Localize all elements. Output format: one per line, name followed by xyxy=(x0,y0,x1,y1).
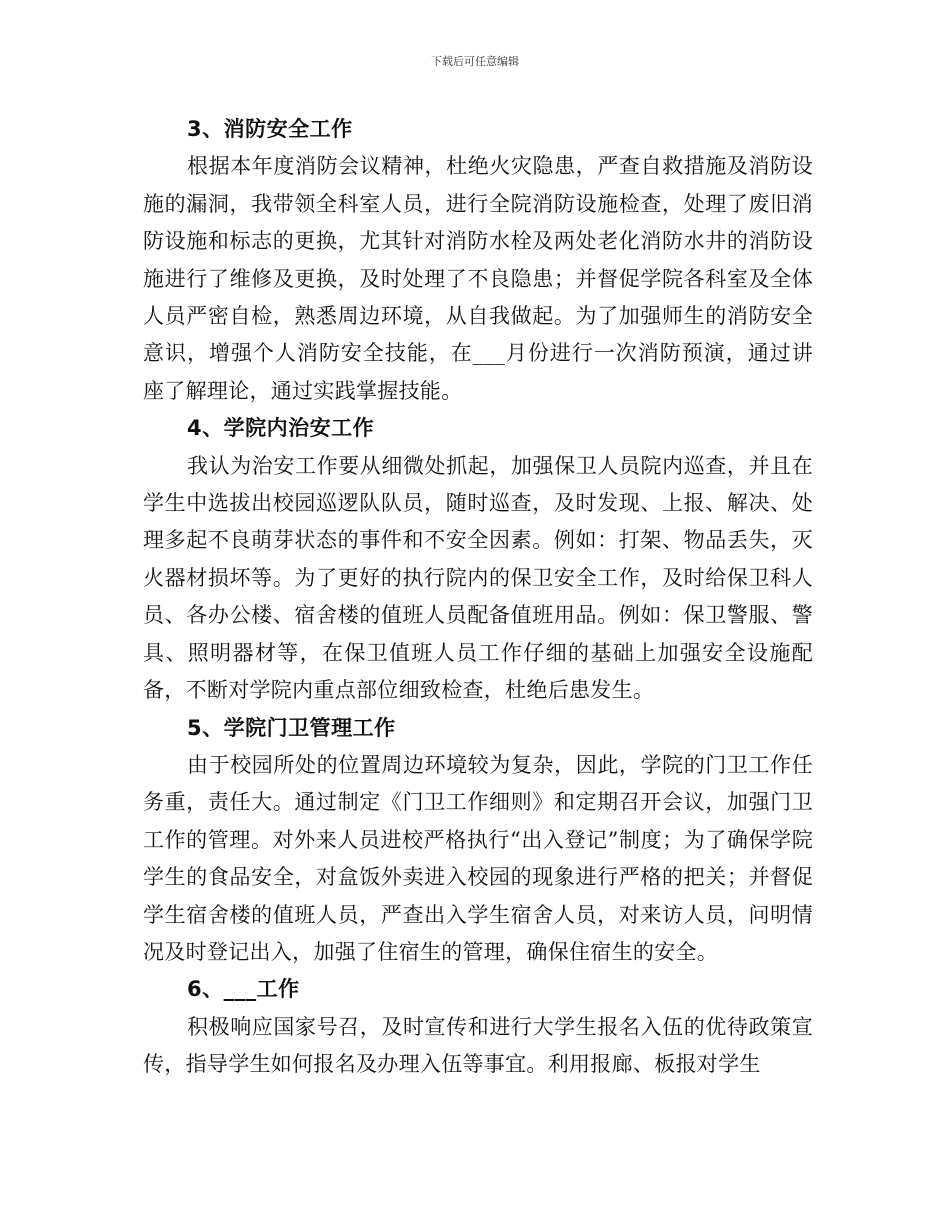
section-body-campus-security: 我认为治安工作要从细微处抓起，加强保卫人员院内巡查，并且在学生中选拔出校园巡逻队队员，随时巡查，及时发现、上报、解决、处理多起不良萌芽状态的事件和不安全因素。例如：打架、物品丢失，灭火器材损坏等。为了更好的执行院内的保卫安全工作，及时给保卫科人员、各办公楼、宿舍楼的值班人员配备值班用品。例如：保卫警服、警具、照明器材等，在保卫值班人员工作仔细的基础上加强安全设施配备，不断对学院内重点部位细致检查，杜绝后患发生。 xyxy=(143,453,813,703)
section-heading-fire-safety: 3、消防安全工作 xyxy=(187,117,353,141)
section-body-blank-work: 积极响应国家号召，及时宣传和进行大学生报名入伍的优待政策宣传，指导学生如何报名及办理入伍等事宜。利用报廊、板报对学生 xyxy=(143,1014,813,1077)
page-header: 下载后可任意编辑 xyxy=(431,55,519,68)
document-body xyxy=(143,111,813,1084)
section-body-gate-management: 由于校园所处的位置周边环境较为复杂，因此，学院的门卫工作任务重，责任大。通过制定《门卫工作细则》和定期召开会议，加强门卫工作的管理。对外来人员进校严格执行“出入登记”制度；为了确保学院学生的食品安全，对盒饭外卖进入校园的现象进行严格的把关；并督促学生宿舍楼的值班人员，严查出入学生宿舍人员，对来访人员，问明情况及时登记出入，加强了住宿生的管理，确保住宿生的安全。 xyxy=(143,752,813,964)
section-heading-campus-security: 4、学院内治安工作 xyxy=(187,416,375,441)
section-body-fire-safety: 根据本年度消防会议精神，杜绝火灾隐患，严查自救措施及消防设施的漏洞，我带领全科室人员，进行全院消防设施检查，处理了废旧消防设施和标志的更换，尤其针对消防水栓及两处老化消防水井的消防设施进行了维修及更换，及时处理了不良隐患；并督促学院各科室及全体人员严密自检，熟悉周边环境，从自我做起。为了加强师生的消防安全意识，增强个人消防安全技能，在___月份进行一次消防预演，通过讲座了解理论，通过实践掌握技能。 xyxy=(143,154,813,403)
section-heading-blank-work: 6、___工作 xyxy=(187,977,300,1002)
section-heading-gate-management: 5、学院门卫管理工作 xyxy=(187,715,396,740)
